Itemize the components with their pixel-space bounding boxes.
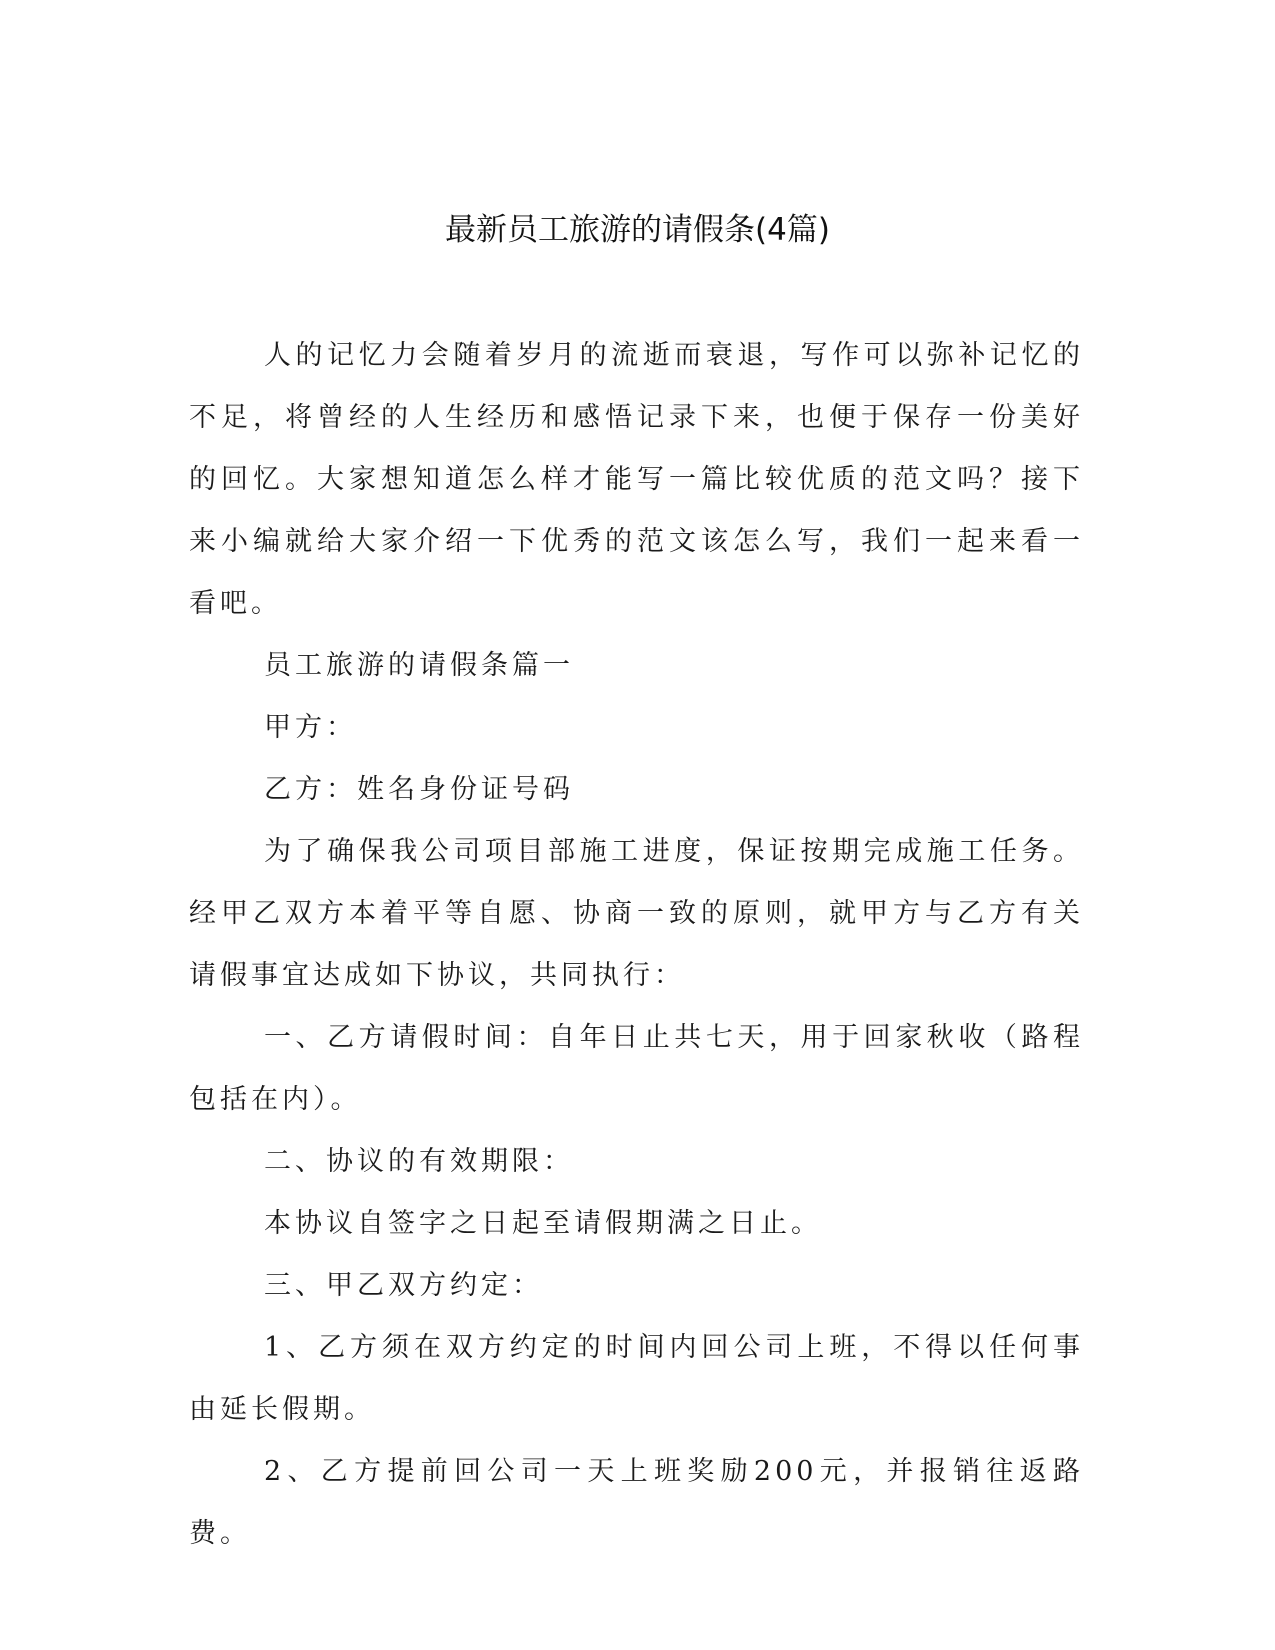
clause-2-paragraph: 本协议自签字之日起至请假期满之日止。 [264, 1208, 822, 1239]
party-b-line: 乙方：姓名身份证号码 [264, 774, 574, 805]
clause-3-item-2: 2、乙方提前回公司一天上班奖励200元，并报销往返路费。 [189, 1456, 1084, 1549]
document-body [189, 325, 1084, 1565]
clause-3-item-1: 1、乙方须在双方约定的时间内回公司上班，不得以任何事由延长假期。 [189, 1332, 1084, 1425]
clause-2-heading: 二、协议的有效期限： [264, 1146, 574, 1177]
party-a-line: 甲方： [264, 712, 357, 743]
clause-3-heading: 三、甲乙双方约定： [264, 1270, 543, 1301]
clause-1-paragraph: 一、乙方请假时间：自年日止共七天，用于回家秋收（路程包括在内）。 [189, 1022, 1084, 1115]
section-heading-1: 员工旅游的请假条篇一 [264, 650, 574, 681]
document-title: 最新员工旅游的请假条(4篇) [445, 212, 830, 248]
agreement-purpose-paragraph: 为了确保我公司项目部施工进度，保证按期完成施工任务。经甲乙双方本着平等自愿、协商一致的原则，就甲方与乙方有关请假事宜达成如下协议，共同执行： [189, 836, 1084, 991]
intro-paragraph: 人的记忆力会随着岁月的流逝而衰退，写作可以弥补记忆的不足，将曾经的人生经历和感悟记录下来，也便于保存一份美好的回忆。大家想知道怎么样才能写一篇比较优质的范文吗？接下来小编就给大家介绍一下优秀的范文该怎么写，我们一起来看一看吧。 [189, 340, 1084, 619]
